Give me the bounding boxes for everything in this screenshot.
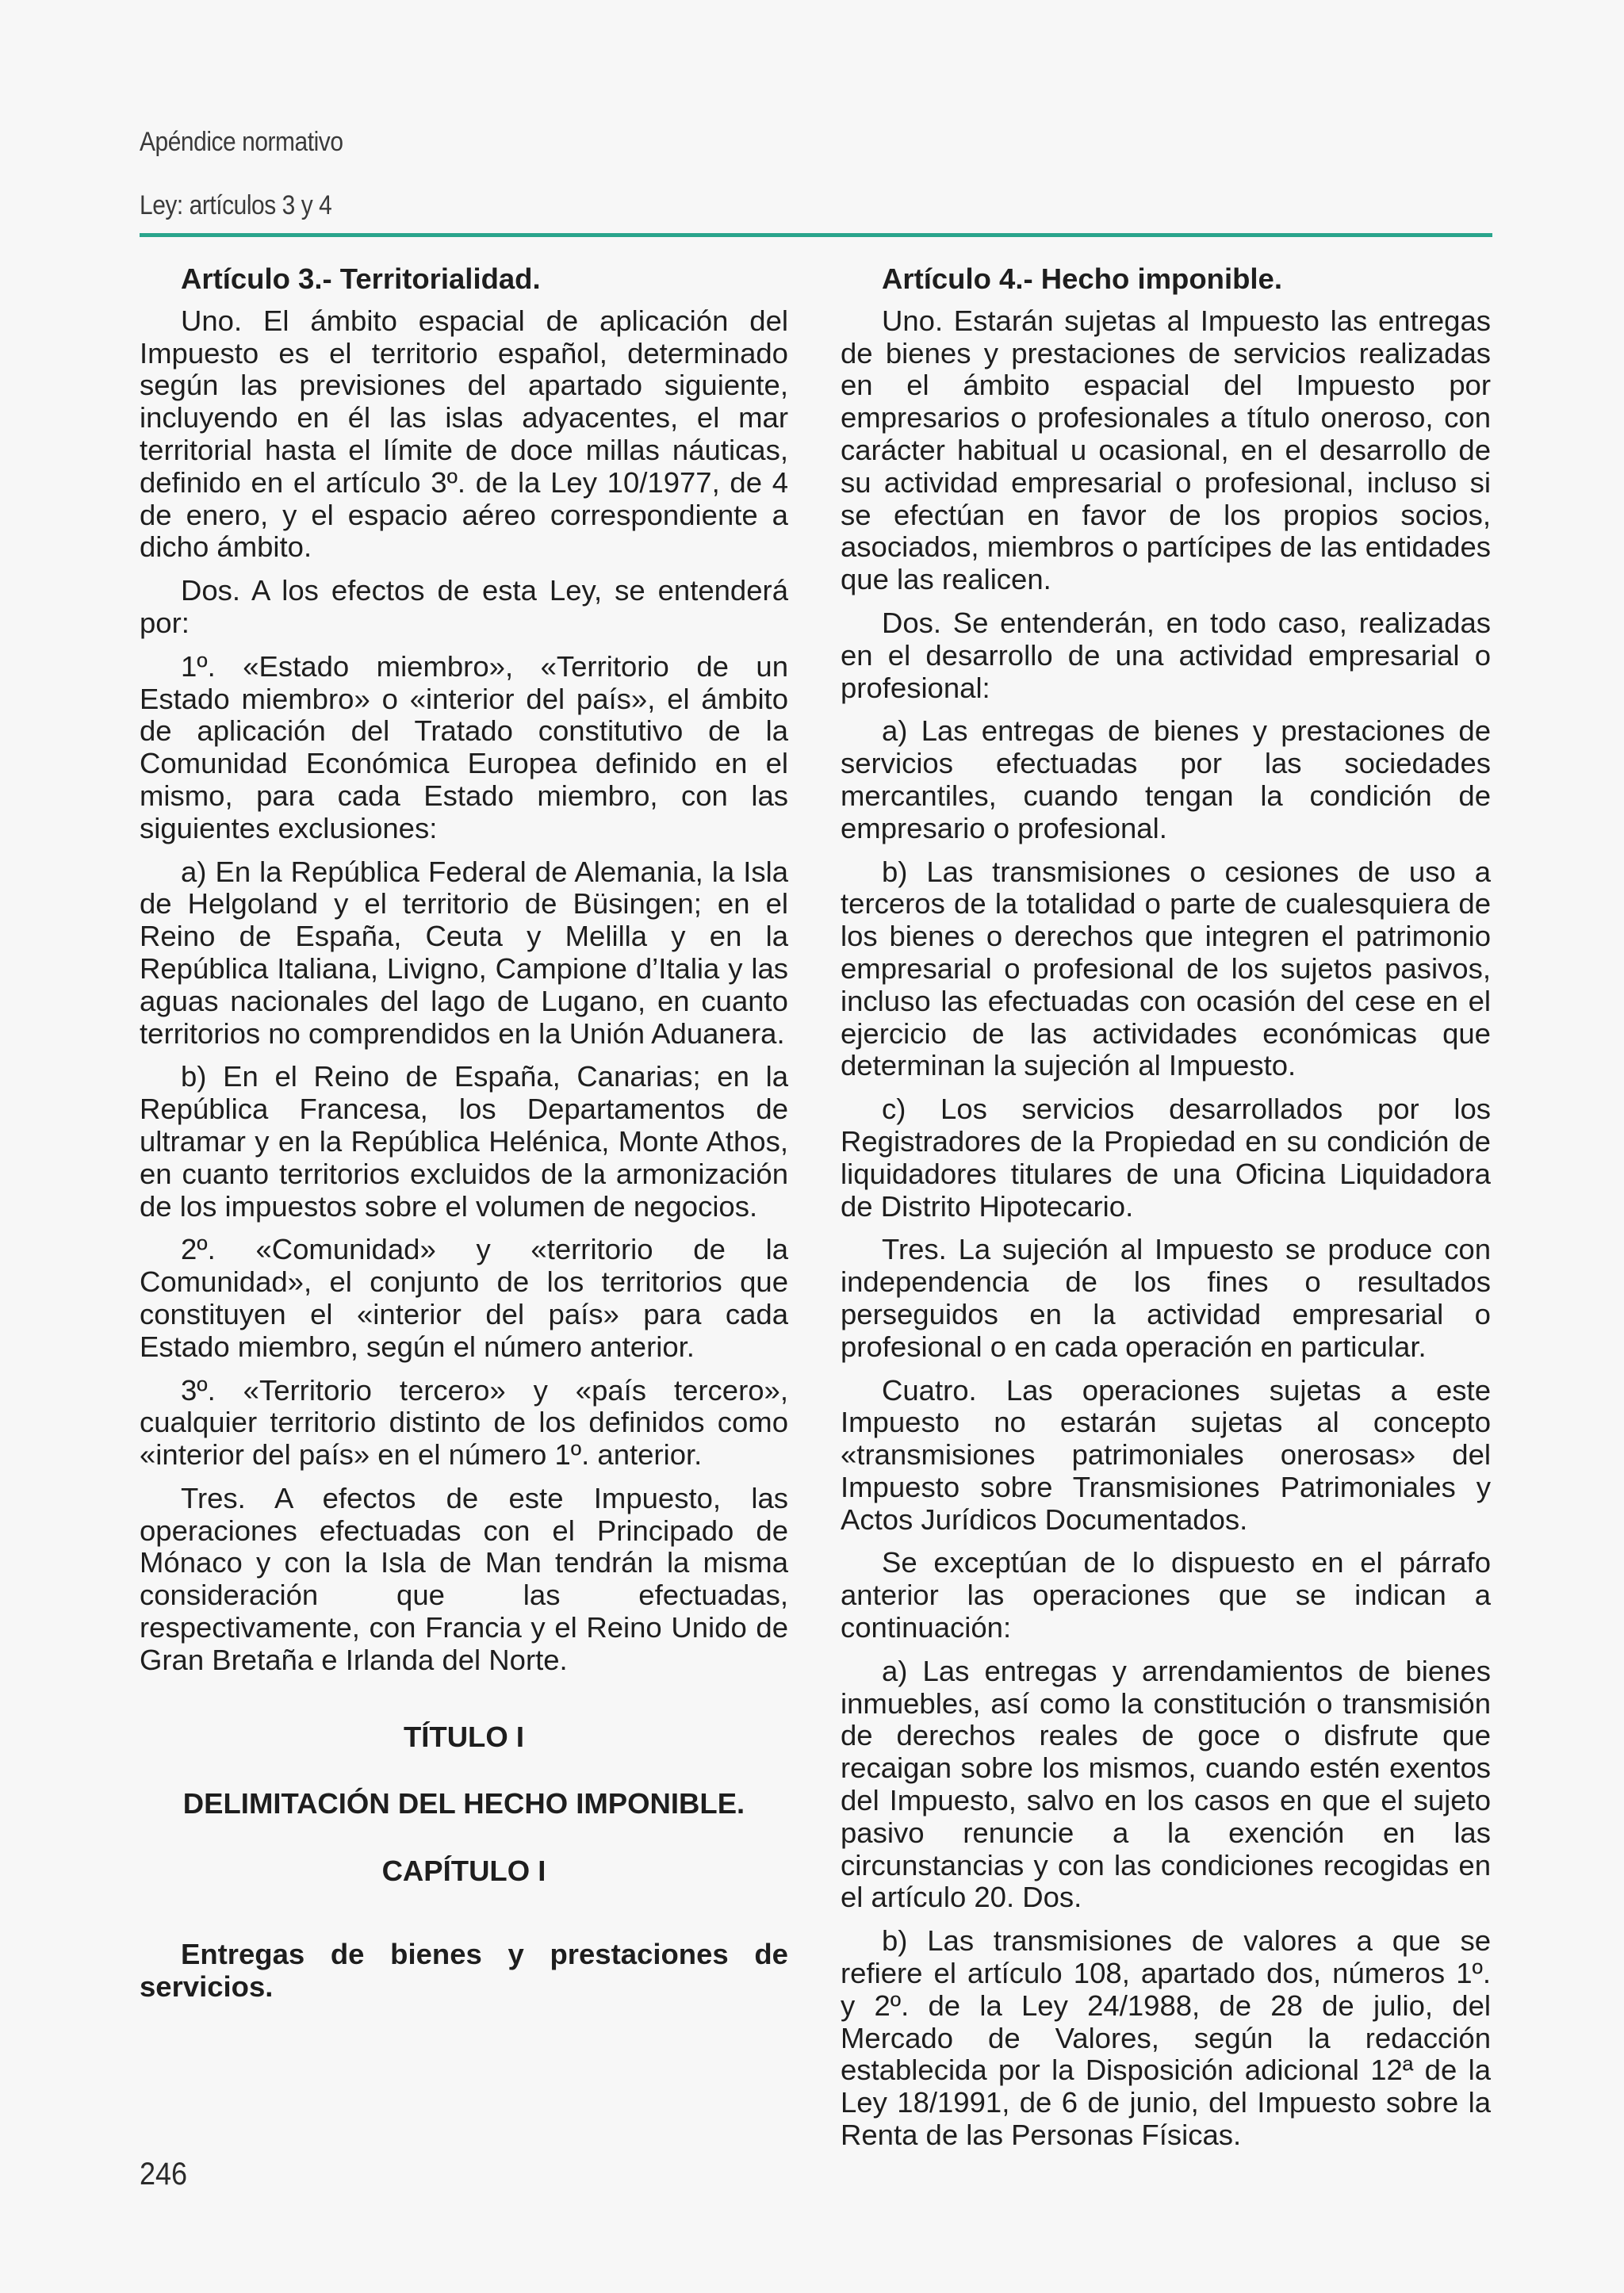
paragraph: a) En la República Federal de Alemania, la Isla de Helgoland y el territorio de Büsingen; en el Reino de España, Ceuta y Melilla y en la República Italiana, Livigno, Campione d’Italia y las aguas nacionales del lago de Lugano, en cuanto territorios no comprendidos en la Unión Aduanera. bbox=[140, 855, 788, 1050]
article-4-heading: Artículo 4.- Hecho imponible. bbox=[882, 262, 1282, 295]
paragraph: b) En el Reino de España, Canarias; en la República Francesa, los Departamentos de ultramar y en la República Helénica, Monte Athos, en cuanto territorios excluidos de la armonización de los impuestos sobre el volumen de negocios. bbox=[140, 1060, 788, 1223]
paragraph: a) Las entregas y arrendamientos de bienes inmuebles, así como la constitución o transmisión de derechos reales de goce o disfrute que recaigan sobre los mismos, cuando estén exentos del Impuesto, salvo en los casos en que el sujeto pasivo renuncie a la exención en las circunstancias y con las condiciones recogidas en el artículo 20. Dos. bbox=[841, 1654, 1491, 1914]
right-column bbox=[841, 263, 1491, 2163]
left-column bbox=[140, 263, 788, 2004]
paragraph: Dos. Se entenderán, en todo caso, realizadas en el desarrollo de una actividad empresarial o profesional: bbox=[841, 606, 1491, 704]
capitulo-heading: CAPÍTULO I bbox=[381, 1855, 546, 1888]
delimitacion-heading: DELIMITACIÓN DEL HECHO IMPONIBLE. bbox=[182, 1787, 745, 1820]
paragraph: Cuatro. Las operaciones sujetas a este Impuesto no estarán sujetas al concepto «transmisiones patrimoniales onerosas» del Impuesto sobre Transmisiones Patrimoniales y Actos Jurídicos Documentados. bbox=[841, 1373, 1491, 1536]
paragraph: Dos. A los efectos de esta Ley, se entenderá por: bbox=[140, 574, 788, 639]
paragraph: Uno. Estarán sujetas al Impuesto las entregas de bienes y prestaciones de servicios realizadas en el ámbito espacial del Impuesto por empresarios o profesionales a título oneroso, con carácter habitual u ocasional, en el desarrollo de su actividad empresarial o profesional, incluso si se efectúan en favor de los propios socios, asociados, miembros o partícipes de las entidades que las realicen. bbox=[841, 304, 1491, 596]
paragraph: 2º. «Comunidad» y «territorio de la Comunidad», el conjunto de los territorios que constituyen el «interior del país» para cada Estado miembro, según el número anterior. bbox=[140, 1233, 788, 1363]
page-number: 246 bbox=[140, 2157, 188, 2192]
section-heading: Entregas de bienes y prestaciones de servicios. bbox=[140, 1938, 788, 2003]
paragraph: 3º. «Territorio tercero» y «país tercero», cualquier territorio distinto de los definidos como «interior del país» en el número 1º. anterior. bbox=[140, 1373, 788, 1472]
article-3-heading: Artículo 3.- Territorialidad. bbox=[181, 262, 541, 295]
paragraph: a) Las entregas de bienes y prestaciones de servicios efectuadas por las sociedades mercantiles, cuando tengan la condición de empresario o profesional. bbox=[841, 714, 1491, 844]
header-subsection: Ley: artículos 3 y 4 bbox=[140, 190, 332, 220]
paragraph: Uno. El ámbito espacial de aplicación del Impuesto es el territorio español, determinado según las previsiones del apartado siguiente, incluyendo en él las islas adyacentes, el mar territorial hasta el límite de doce millas náuticas, definido en el artículo 3º. de la Ley 10/1977, de 4 de enero, y el espacio aéreo correspondiente a dicho ámbito. bbox=[140, 304, 788, 564]
paragraph: Tres. A efectos de este Impuesto, las operaciones efectuadas con el Principado de Mónaco y con la Isla de Man tendrán la misma consideración que las efectuadas, respectivamente, con Francia y el Reino Unido de Gran Bretaña e Irlanda del Norte. bbox=[140, 1481, 788, 1676]
header-rule bbox=[140, 233, 1492, 237]
paragraph: c) Los servicios desarrollados por los Registradores de la Propiedad en su condición de liquidadores titulares de una Oficina Liquidadora de Distrito Hipotecario. bbox=[841, 1093, 1491, 1223]
paragraph: b) Las transmisiones o cesiones de uso a terceros de la totalidad o parte de cualesquiera de los bienes o derechos que integren el patrimonio empresarial o profesional de los sujetos pasivos, incluso las efectuadas con ocasión del cese en el ejercicio de las actividades económicas que determinan la sujeción al Impuesto. bbox=[841, 855, 1491, 1082]
paragraph: Tres. La sujeción al Impuesto se produce con independencia de los fines o resultados perseguidos en la actividad empresarial o profesional o en cada operación en particular. bbox=[841, 1233, 1491, 1363]
header-section: Apéndice normativo bbox=[140, 127, 343, 157]
paragraph: b) Las transmisiones de valores a que se refiere el artículo 108, apartado dos, números 1º. y 2º. de la Ley 24/1988, de 28 de julio, del Mercado de Valores, según la redacción establecida por la Disposición adicional 12ª de la Ley 18/1991, de 6 de junio, del Impuesto sobre la Renta de las Personas Físicas. bbox=[841, 1924, 1491, 2152]
titulo-heading: TÍTULO I bbox=[403, 1720, 525, 1753]
paragraph: Se exceptúan de lo dispuesto en el párrafo anterior las operaciones que se indican a continuación: bbox=[841, 1546, 1491, 1644]
paragraph: 1º. «Estado miembro», «Territorio de un Estado miembro» o «interior del país», el ámbito de aplicación del Tratado constitutivo de la Comunidad Económica Europea definido en el mismo, para cada Estado miembro, con las siguientes exclusiones: bbox=[140, 649, 788, 844]
